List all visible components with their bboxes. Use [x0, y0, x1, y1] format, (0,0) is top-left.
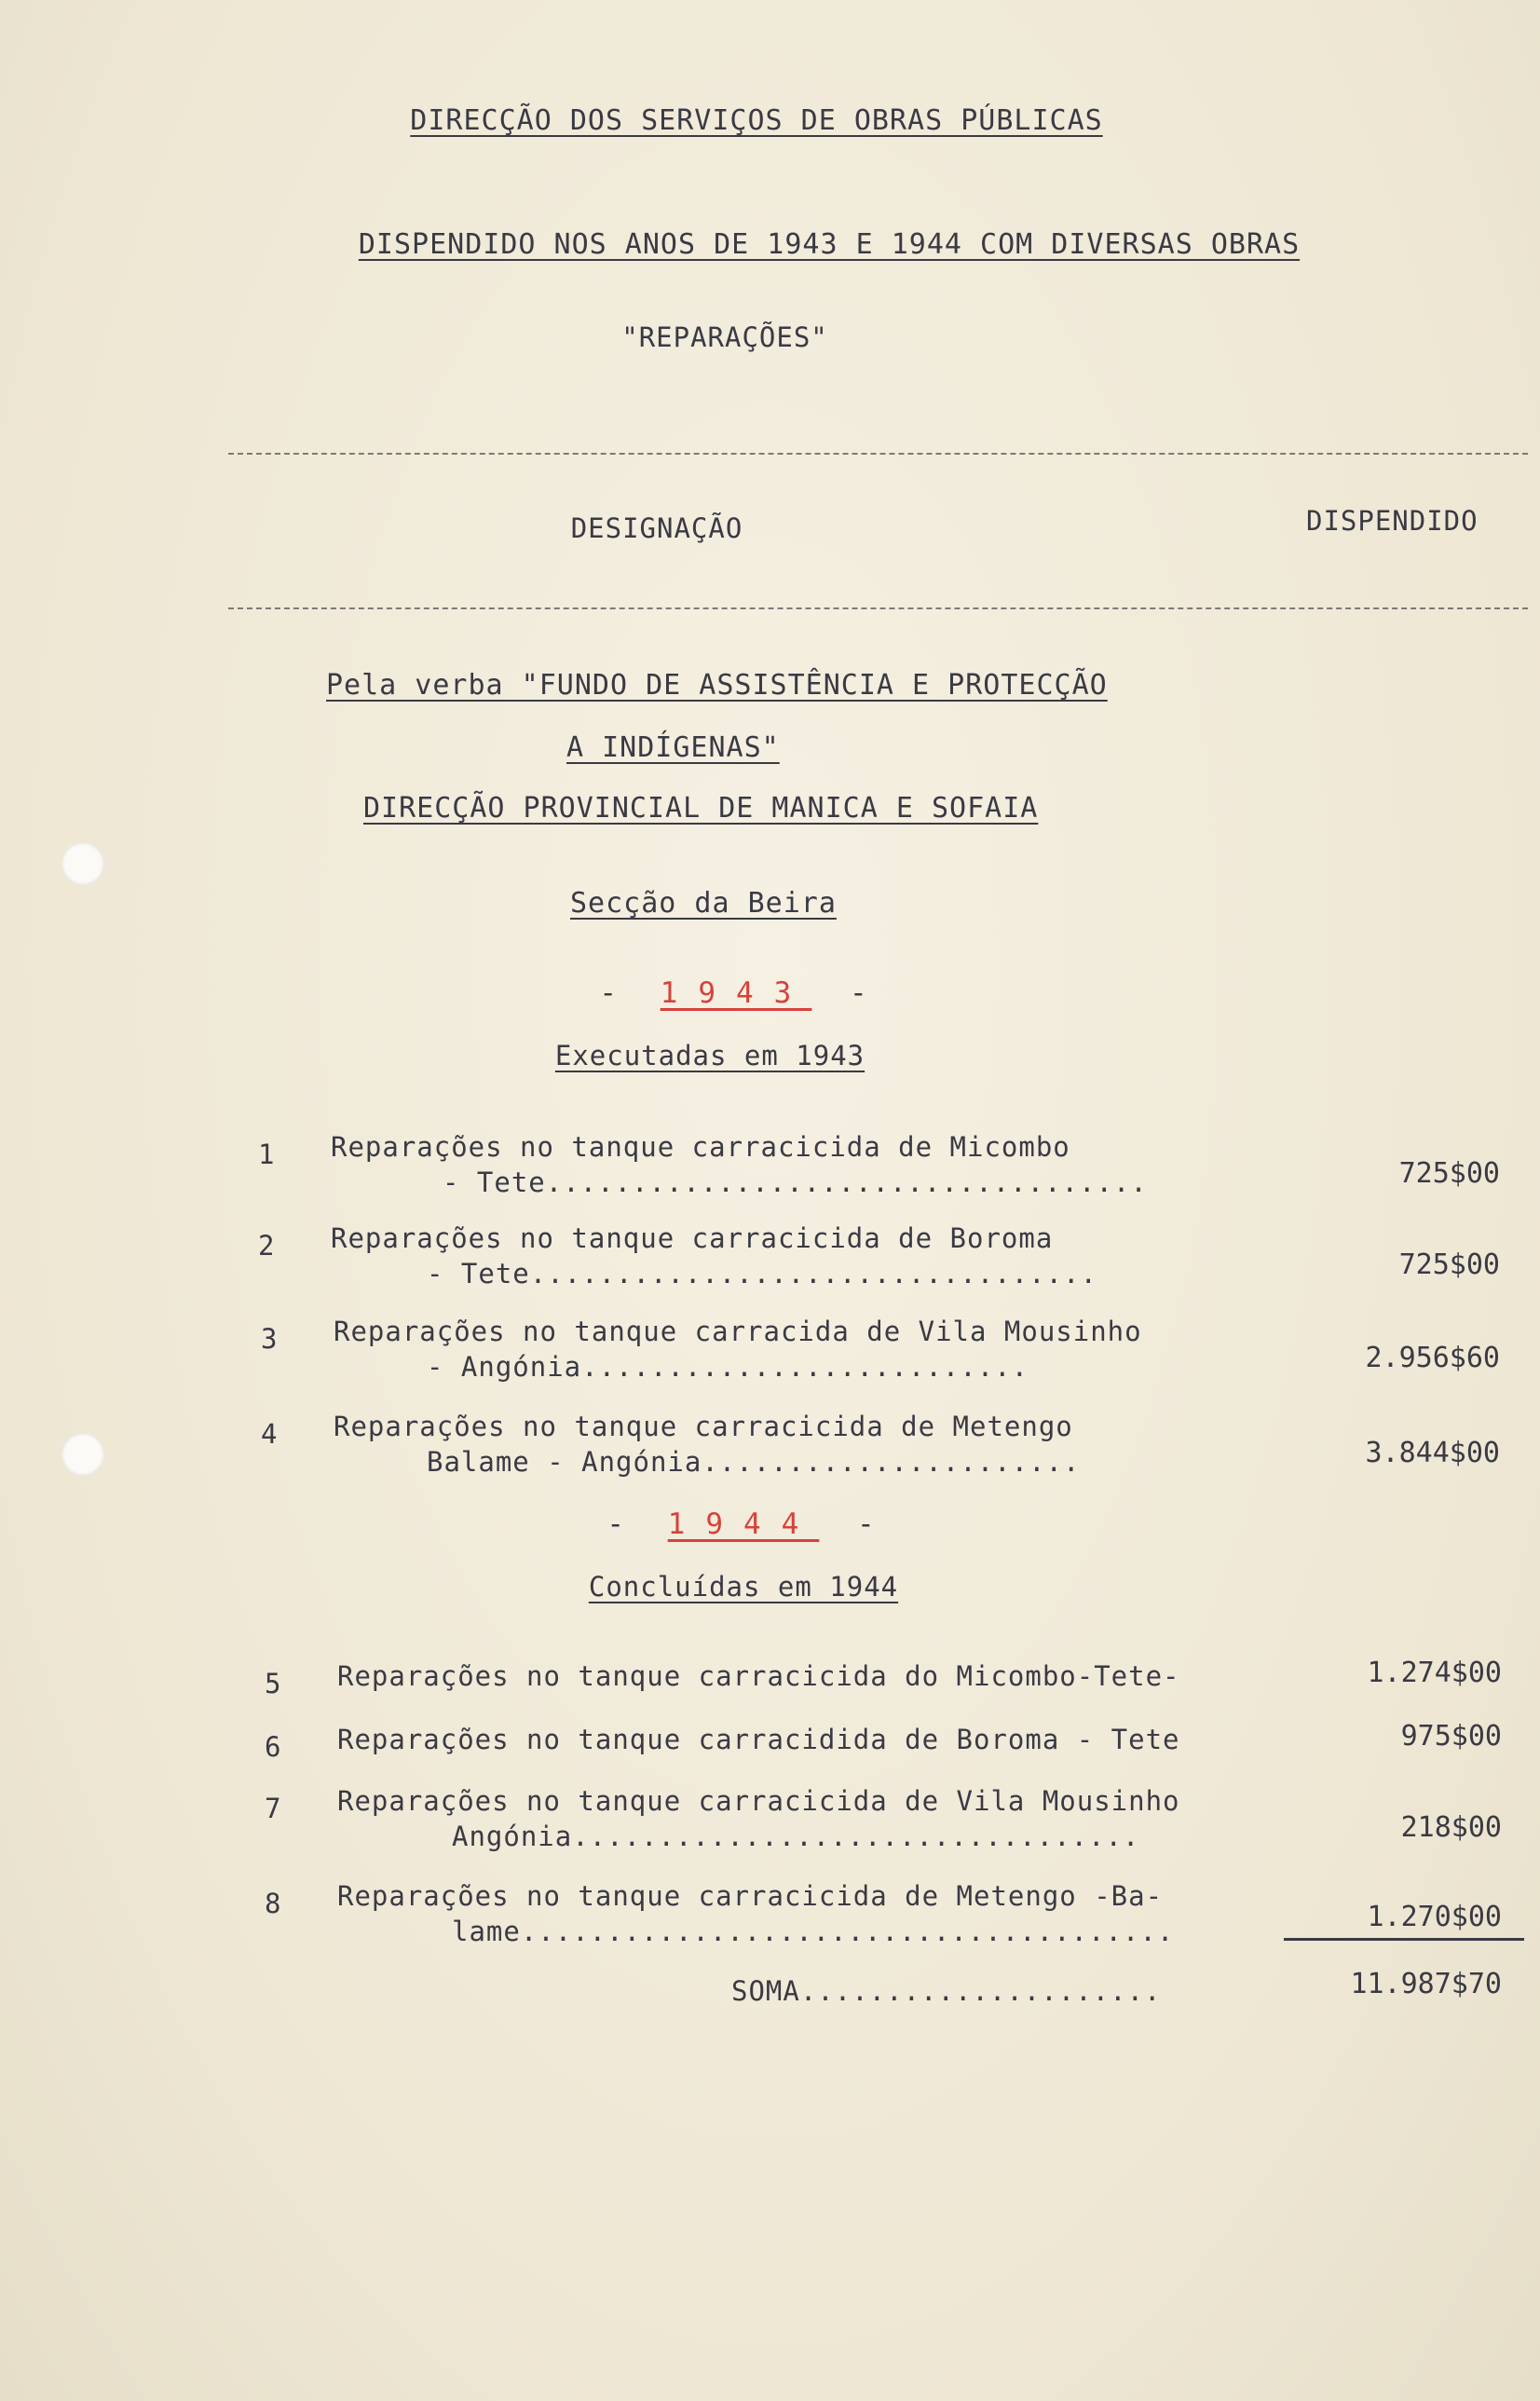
- binder-hole-top: [61, 842, 104, 885]
- year-1944-heading: [606, 1507, 879, 1541]
- item-description: Reparações no tanque carracicida de Metengo -Ba-: [337, 1880, 1164, 1912]
- item-amount: 1.270$00: [1367, 1901, 1502, 1933]
- item-amount: 1.274$00: [1367, 1657, 1502, 1689]
- item-amount: 725$00: [1398, 1248, 1500, 1281]
- item-number: 3: [261, 1323, 278, 1355]
- concluded-heading: Concluídas em 1944: [588, 1571, 899, 1603]
- item-description: Reparações no tanque carracicida de Boroma: [331, 1222, 1054, 1254]
- item-description-cont: Angónia.................................: [452, 1821, 1140, 1852]
- item-description: Reparações no tanque carracida de Vila Mousinho: [334, 1316, 1142, 1347]
- binder-hole-bottom: [61, 1433, 104, 1476]
- executed-heading: Executadas em 1943: [554, 1040, 865, 1071]
- total-underline: [1284, 1938, 1524, 1941]
- item-description: Reparações no tanque carracidida de Boroma - Tete: [337, 1724, 1180, 1755]
- year-dash-left: -: [606, 1507, 630, 1541]
- item-description-cont: - Tete.................................: [427, 1258, 1097, 1289]
- year-dash-right: -: [850, 976, 873, 1010]
- category-heading: "REPARAÇÕES": [621, 321, 828, 353]
- year-1943-heading: [599, 976, 872, 1010]
- funding-line-2: A INDÍGENAS": [566, 731, 780, 764]
- item-description-cont: lame......................................: [452, 1916, 1175, 1947]
- document-subtitle: DISPENDIDO NOS ANOS DE 1943 E 1944 COM DIVERSAS OBRAS: [358, 228, 1301, 261]
- item-description-cont: Balame - Angónia......................: [427, 1446, 1081, 1478]
- year-digits: 1944: [667, 1507, 820, 1541]
- header-rule-top: [228, 453, 1528, 455]
- section-heading: Secção da Beira: [570, 887, 837, 920]
- item-description-cont: - Angónia..........................: [427, 1351, 1029, 1383]
- directorate-heading: DIRECÇÃO PROVINCIAL DE MANICA E SOFAIA: [363, 792, 1039, 825]
- item-amount: 725$00: [1398, 1157, 1500, 1190]
- item-description: Reparações no tanque carracicida de Metengo: [334, 1411, 1073, 1442]
- item-description-cont: - Tete...................................: [443, 1166, 1148, 1198]
- column-header-spent: DISPENDIDO: [1306, 505, 1479, 537]
- item-number: 2: [258, 1230, 275, 1262]
- item-amount: 975$00: [1400, 1720, 1502, 1753]
- item-number: 4: [261, 1418, 278, 1450]
- item-description: Reparações no tanque carracicida de Micombo: [331, 1131, 1070, 1163]
- item-number: 8: [265, 1888, 281, 1919]
- item-number: 1: [258, 1139, 275, 1170]
- total-amount: 11.987$70: [1350, 1968, 1502, 2000]
- item-number: 7: [265, 1793, 281, 1824]
- item-number: 6: [265, 1731, 281, 1763]
- item-amount: 3.844$00: [1365, 1437, 1500, 1469]
- item-amount: 2.956$60: [1365, 1342, 1500, 1374]
- item-description: Reparações no tanque carracicida de Vila Mousinho: [337, 1785, 1180, 1817]
- header-rule-bottom: [228, 607, 1528, 609]
- column-header-designation: DESIGNAÇÃO: [570, 512, 743, 544]
- item-description: Reparações no tanque carracicida do Micombo-Tete-: [337, 1660, 1180, 1692]
- document-title: DIRECÇÃO DOS SERVIÇOS DE OBRAS PÚBLICAS: [410, 104, 1103, 137]
- total-label: SOMA.....................: [731, 1975, 1162, 2007]
- year-digits: 1943: [660, 976, 812, 1010]
- funding-line-1: Pela verba "FUNDO DE ASSISTÊNCIA E PROTECÇÃO: [326, 669, 1108, 702]
- year-dash-left: -: [599, 976, 622, 1010]
- item-amount: 218$00: [1400, 1811, 1502, 1844]
- item-number: 5: [265, 1668, 281, 1699]
- year-dash-right: -: [857, 1507, 880, 1541]
